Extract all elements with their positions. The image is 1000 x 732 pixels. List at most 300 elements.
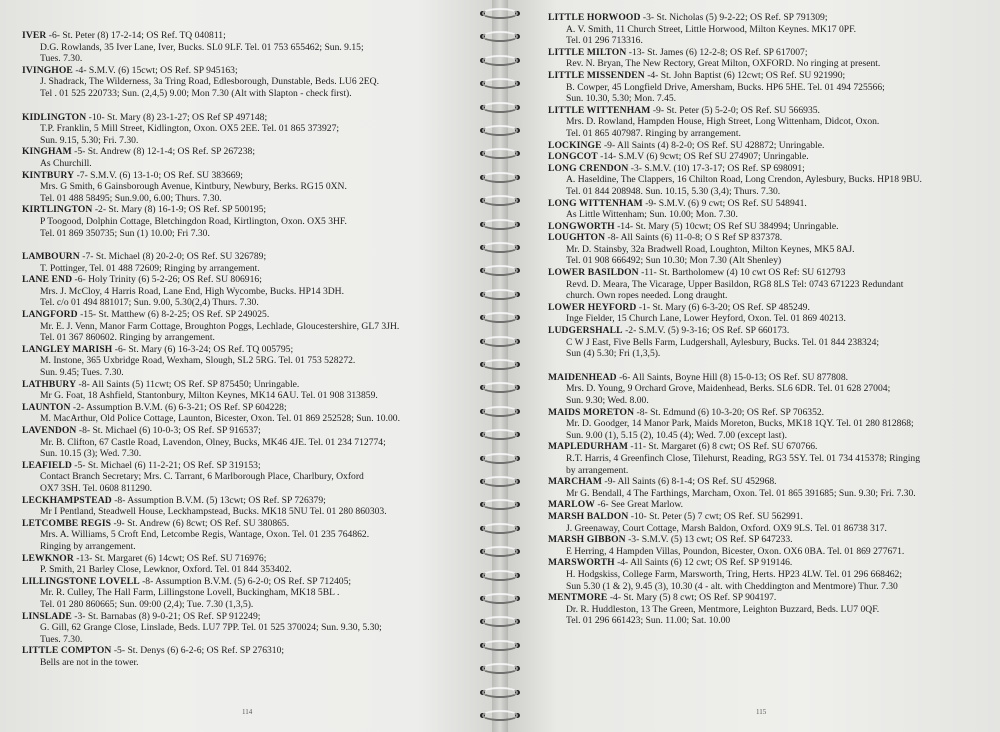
entry-heading: [548, 499, 992, 511]
tower-details: -2- Assumption B.V.M. (6) 6-3-21; OS Ref. SP 604228;: [72, 401, 287, 413]
tower-name: LOUGHTON: [548, 232, 606, 244]
spiral-coil-icon: [478, 263, 522, 279]
tower-details: -14- St. Mary (5) 10cwt; OS Ref SU 384994; Unringable.: [617, 220, 839, 232]
wire-ring-icon: [482, 172, 518, 183]
tower-entry: [22, 518, 484, 553]
wire-ring-icon: [482, 406, 518, 417]
left-page: [0, 0, 492, 732]
entry-detail-line: Mrs. D. Young, 9 Orchard Grove, Maidenhead, Berks. SL6 6DR. Tel. 01 628 27004;: [566, 383, 891, 395]
tower-details: -8- Assumption B.V.M. (5) 6-2-0; OS Ref. SP 712405;: [142, 575, 352, 587]
entry-detail-line: M. MacArthur, Old Police Cottage, Launton, Bicester, Oxon. Tel. 01 869 252528; Sun. 10.00.: [40, 413, 400, 425]
wire-ring-icon: [482, 265, 518, 276]
entry-detail-line: C W J East, Five Bells Farm, Ludgershall, Aylesbury, Bucks. Tel. 01 844 238324;: [566, 336, 880, 348]
entry-detail-line: Mrs. G Smith, 6 Gainsborough Avenue, Kintbury, Newbury, Berks. RG15 0XN.: [40, 181, 347, 193]
tower-details: -8- All Saints (5) 11cwt; OS Ref. SP 875450; Unringable.: [78, 378, 300, 390]
tower-entry: [548, 70, 992, 105]
wire-ring-icon: [482, 8, 518, 19]
entry-detail-line: Tel. 01 488 58495; Sun.9.00, 6.00; Thurs. 7.30.: [40, 192, 222, 204]
tower-details: -2- St. Mary (8) 16-1-9; OS Ref. SP 500195;: [94, 204, 267, 216]
spiral-coil-icon: [478, 334, 522, 350]
wire-ring-icon: [482, 499, 518, 510]
wire-ring-icon: [482, 219, 518, 230]
tower-name: MARSH GIBBON: [548, 534, 626, 546]
spiral-coil-icon: [478, 29, 522, 45]
tower-entry: [548, 151, 992, 163]
tower-entry: [22, 495, 484, 518]
tower-details: -11- St. Margaret (6) 8 cwt; OS Ref. SU 670766.: [630, 441, 818, 453]
entry-heading: [22, 576, 484, 588]
tower-details: -8- St. Edmund (6) 10-3-20; OS Ref. SP 706352.: [636, 406, 825, 418]
wire-ring-icon: [482, 242, 518, 253]
entry-heading: [22, 309, 484, 321]
tower-entry: [22, 553, 484, 576]
tower-details: -8- St. Michael (6) 10-0-3; OS Ref. SP 916537;: [78, 425, 261, 436]
entry-detail-line: Mr G. Foat, 18 Ashfield, Stantonbury, Milton Keynes, MK14 6AU. Tel. 01 908 313859.: [40, 390, 378, 402]
wire-ring-icon: [482, 523, 518, 534]
entry-detail-line: Sun. 10.15 (3); Wed. 7.30.: [40, 448, 142, 460]
entry-heading: [22, 274, 484, 286]
tower-name: MARSH BALDON: [548, 510, 629, 522]
tower-entry: [22, 402, 484, 425]
entry-detail-line: Tel. c/o 01 494 881017; Sun. 9.00, 5.30(2,4) Thurs. 7.30.: [40, 297, 259, 309]
tower-entry: [548, 198, 992, 221]
entry-detail-line: Tel. 01 367 860602. Ringing by arrangement.: [40, 332, 215, 344]
entry-detail-line: Sun. 10.30, 5.30; Mon. 7.45.: [566, 93, 677, 105]
tower-name: LANGLEY MARISH: [22, 343, 113, 355]
spiral-binding: [478, 0, 522, 732]
tower-details: -10- St. Peter (5) 7 cwt; OS Ref. SU 562991.: [630, 510, 803, 522]
spiral-coil-icon: [478, 6, 522, 22]
tower-details: -11- St. Bartholomew (4) 10 cwt OS Ref: SU 612793: [641, 267, 846, 279]
tower-name: LONG CRENDON: [548, 162, 629, 174]
tower-details: -8- Assumption B.V.M. (5) 13cwt; OS Ref. SP 726379;: [114, 494, 326, 506]
wire-ring-icon: [482, 195, 518, 206]
entry-detail-line: Sun. 9.30; Wed. 8.00.: [566, 395, 649, 406]
tower-entry: [548, 302, 992, 325]
tower-details: -14- S.M.V (6) 9cwt; OS Ref SU 274907; Unringable.: [600, 151, 809, 163]
spiral-coil-icon: [478, 146, 522, 162]
entry-detail-line: D.G. Rowlands, 35 Iver Lane, Iver, Bucks. SL0 9LF. Tel. 01 753 655462; Sun. 9.15;: [40, 41, 364, 53]
wire-ring-icon: [482, 687, 518, 698]
entry-detail-line: T.P. Franklin, 5 Mill Street, Kidlington, Oxon. OX5 2EE. Tel. 01 865 373927;: [40, 123, 340, 135]
tower-name: LONGCOT: [548, 151, 598, 163]
tower-entry: [548, 140, 992, 152]
tower-details: -9- All Saints (4) 8-2-0; OS Ref. SU 428872; Unringable.: [603, 139, 825, 151]
wire-ring-icon: [482, 336, 518, 347]
entry-heading: [22, 30, 484, 42]
right-page: [508, 0, 1000, 732]
tower-entry: [22, 274, 484, 309]
entry-detail-line: Mr. E. J. Venn, Manor Farm Cottage, Broughton Poggs, Lechlade, Gloucestershire, GL7 3JH.: [40, 320, 400, 332]
tower-details: -10- St. Mary (8) 23-1-27; OS Ref SP 497148;: [88, 111, 268, 123]
tower-entry: [22, 170, 484, 205]
tower-name: LITTLE MILTON: [548, 46, 627, 58]
entry-detail-line: Tues. 7.30.: [40, 633, 83, 645]
entry-detail-line: Tues. 7.30.: [40, 53, 83, 65]
tower-entry: [22, 30, 484, 65]
wire-ring-icon: [482, 476, 518, 487]
tower-details: -3- St. Barnabas (8) 9-0-21; OS Ref. SP 912249;: [74, 610, 261, 622]
entry-detail-line: Mr. D. Stainsby, 32a Bradwell Road, Loughton, Milton Keynes, MK5 8AJ.: [566, 243, 855, 255]
spiral-coil-icon: [478, 591, 522, 607]
spiral-coil-icon: [478, 310, 522, 326]
entry-detail-line: Sun 5.30 (1 & 2), 9.45 (3), 10.30 (4 - alt. with Cheddington and Mentmore) Thur. 7.30: [566, 580, 898, 592]
tower-name: LOWER BASILDON: [548, 267, 639, 279]
tower-details: -7- S.M.V. (6) 13-1-0; OS Ref. SU 383669;: [76, 169, 243, 181]
entry-detail-line: Sun. 9.15, 5.30; Fri. 7.30.: [40, 134, 139, 146]
spiral-coil-icon: [478, 380, 522, 396]
spiral-coil-icon: [478, 240, 522, 256]
entry-heading: [548, 198, 992, 210]
wire-ring-icon: [482, 312, 518, 323]
entry-heading: [548, 302, 992, 314]
wire-ring-icon: [482, 289, 518, 300]
spiral-coil-icon: [478, 100, 522, 116]
entry-heading: [548, 325, 992, 337]
entry-detail-line: church. Own ropes needed. Long draught.: [566, 290, 728, 302]
tower-name: LEAFIELD: [22, 459, 72, 471]
tower-entry: [548, 372, 992, 407]
tower-name: KIRTLINGTON: [22, 204, 93, 216]
entry-detail-line: Sun. 9.00 (1), 5.15 (2), 10.45 (4); Wed. 7.00 (except last).: [566, 429, 787, 441]
entry-heading: [22, 379, 484, 391]
tower-entry: [22, 344, 484, 379]
wire-ring-icon: [482, 640, 518, 651]
tower-entry: [548, 441, 992, 476]
entry-heading: [548, 47, 992, 59]
entry-heading: [22, 425, 484, 437]
spiral-coil-icon: [478, 76, 522, 92]
entry-detail-line: Inge Fielder, 15 Church Lane, Lower Heyford, Oxon. Tel. 01 869 40213.: [566, 313, 846, 325]
tower-entry: [22, 251, 484, 274]
entry-detail-line: Tel . 01 525 220733; Sun. (2,4,5) 9.00; Mon 7.30 (Alt with Slapton - check first).: [40, 87, 352, 99]
spiral-coil-icon: [478, 170, 522, 186]
tower-details: -3- St. Nicholas (5) 9-2-22; OS Ref. SP 791309;: [642, 12, 828, 23]
entry-detail-line: Mr. R. Culley, The Hall Farm, Lillingstone Lovell, Buckingham, MK18 5BL .: [40, 587, 340, 599]
spiral-coil-icon: [478, 123, 522, 139]
left-page-number: 114: [242, 708, 253, 716]
entry-heading: [548, 70, 992, 82]
tower-entry: [548, 47, 992, 70]
spiral-coil-icon: [478, 568, 522, 584]
wire-ring-icon: [482, 593, 518, 604]
entry-heading: [22, 204, 484, 216]
entry-detail-line: P. Smith, 21 Barley Close, Lewknor, Oxford. Tel. 01 844 353402.: [40, 564, 292, 576]
entry-spacer: [22, 239, 484, 251]
tower-details: -13- St. James (6) 12-2-8; OS Ref. SP 617007;: [628, 46, 808, 58]
entry-heading: [22, 460, 484, 472]
entry-detail-line: Ringing by arrangement.: [40, 540, 136, 552]
entry-heading: [22, 112, 484, 124]
tower-entry: [22, 576, 484, 611]
tower-name: IVER: [22, 30, 47, 41]
entry-detail-line: Tel. 01 844 208948. Sun. 10.15, 5.30 (3,4); Thurs. 7.30.: [566, 185, 781, 197]
entry-heading: [548, 511, 992, 523]
tower-entry: [548, 407, 992, 442]
entry-spacer: [548, 360, 992, 372]
tower-name: LETCOMBE REGIS: [22, 517, 112, 529]
entry-detail-line: Tel. 01 908 666492; Sun 10.30; Mon 7.30 (Alt Shenley): [566, 255, 782, 267]
entry-heading: [22, 518, 484, 530]
tower-entry: [548, 12, 992, 47]
tower-name: LATHBURY: [22, 378, 77, 390]
entry-detail-line: Mr G. Bendall, 4 The Farthings, Marcham, Oxon. Tel. 01 865 391685; Sun. 9.30; Fri. 7.30.: [566, 487, 916, 499]
spiral-coil-icon: [478, 287, 522, 303]
spiral-coil-icon: [478, 451, 522, 467]
tower-details: -9- St. Peter (5) 5-2-0; OS Ref. SU 566935.: [652, 104, 820, 116]
spiral-coil-icon: [478, 357, 522, 373]
entry-detail-line: A. V. Smith, 11 Church Street, Little Horwood, Milton Keynes. MK17 0PF.: [566, 23, 857, 35]
tower-name: LONG WITTENHAM: [548, 197, 643, 209]
wire-ring-icon: [482, 616, 518, 627]
entry-detail-line: Tel. 01 296 713316.: [566, 35, 643, 47]
spiral-coil-icon: [478, 474, 522, 490]
tower-details: -9- S.M.V. (6) 9 cwt; OS Ref. SU 548941.: [645, 197, 807, 209]
tower-name: LAVENDON: [22, 425, 77, 436]
tower-name: LOWER HEYFORD: [548, 301, 637, 313]
wire-ring-icon: [482, 710, 518, 721]
entry-detail-line: Tel. 01 280 860665; Sun. 09:00 (2,4); Tue. 7.30 (1,3,5).: [40, 598, 254, 610]
entry-heading: [22, 65, 484, 77]
tower-name: LITTLE WITTENHAM: [548, 104, 651, 116]
tower-entry: [548, 325, 992, 360]
entry-detail-line: Sun. 9.45; Tues. 7.30.: [40, 367, 124, 379]
tower-name: MARCHAM: [548, 476, 602, 488]
entry-heading: [548, 140, 992, 152]
tower-entry: [548, 592, 992, 627]
entry-heading: [22, 146, 484, 158]
entry-heading: [548, 163, 992, 175]
tower-details: -5- St. Denys (6) 6-2-6; OS Ref. SP 276310;: [113, 645, 285, 657]
entry-detail-line: Tel. 01 296 661423; Sun. 11.00; Sat. 10.00: [566, 615, 731, 627]
tower-name: KINTBURY: [22, 169, 75, 181]
entry-detail-line: R.T. Harris, 4 Greenfinch Close, Tilehurst, Reading, RG3 5SY. Tel. 01 734 415378; Ringing: [566, 452, 921, 464]
spiral-coil-icon: [478, 614, 522, 630]
tower-details: -9- St. Andrew (6) 8cwt; OS Ref. SU 380865.: [113, 517, 290, 529]
tower-entry: [22, 112, 484, 147]
entry-heading: [548, 592, 992, 604]
tower-name: MARLOW: [548, 499, 595, 511]
tower-name: LAUNTON: [22, 401, 71, 413]
entry-detail-line: M. Instone, 365 Uxbridge Road, Wexham, Slough, SL2 5RG. Tel. 01 753 528272.: [40, 355, 356, 367]
tower-details: -13- St. Margaret (6) 14cwt; OS Ref. SU 716976;: [76, 552, 267, 564]
entry-detail-line: H. Hodgskiss, College Farm, Marsworth, Tring, Herts. HP23 4LW. Tel. 01 296 668462;: [566, 568, 902, 580]
tower-name: MAIDENHEAD: [548, 371, 617, 383]
tower-entry: [548, 105, 992, 140]
entry-heading: [22, 645, 484, 657]
wire-ring-icon: [482, 148, 518, 159]
entry-heading: [22, 170, 484, 182]
spiral-coil-icon: [478, 521, 522, 537]
spiral-coil-icon: [478, 544, 522, 560]
entry-detail-line: Revd. D. Meara, The Vicarage, Upper Basildon, RG8 8LS Tel: 0743 671223 Redundant: [566, 278, 904, 290]
tower-details: -3- S.M.V. (10) 17-3-17; OS Ref. SP 698091;: [630, 162, 805, 174]
tower-details: -4- St. John Baptist (6) 12cwt; OS Ref. SU 921990;: [647, 69, 846, 81]
spiral-coil-icon: [478, 661, 522, 677]
tower-name: LAMBOURN: [22, 251, 80, 263]
tower-details: -6- See Great Marlow.: [597, 499, 684, 511]
tower-entry: [548, 499, 992, 511]
entry-heading: [548, 232, 992, 244]
tower-details: -8- All Saints (6) 11-0-8; O S Ref SP 837378.: [607, 232, 783, 244]
entry-heading: [548, 372, 992, 384]
entry-heading: [22, 251, 484, 263]
right-page-number: 115: [756, 708, 767, 716]
entry-detail-line: Tel. 01 865 407987. Ringing by arrangement.: [566, 127, 741, 139]
spiral-coil-icon: [478, 638, 522, 654]
entry-heading: [22, 553, 484, 565]
tower-name: LUDGERSHALL: [548, 325, 623, 337]
entry-detail-line: Bells are not in the tower.: [40, 656, 139, 668]
entry-detail-line: OX7 3SH. Tel. 0608 811290.: [40, 482, 153, 494]
entry-detail-line: Mrs. J. McCloy, 4 Harris Road, Lane End, High Wycombe, Bucks. HP14 3DH.: [40, 285, 344, 297]
tower-entry: [548, 534, 992, 557]
tower-entry: [22, 204, 484, 239]
wire-ring-icon: [482, 125, 518, 136]
entry-heading: [22, 344, 484, 356]
entry-heading: [548, 441, 992, 453]
entry-heading: [548, 407, 992, 419]
spiral-coil-icon: [478, 53, 522, 69]
wire-ring-icon: [482, 663, 518, 674]
spiral-coil-icon: [478, 497, 522, 513]
wire-ring-icon: [482, 382, 518, 393]
tower-details: -6- Holy Trinity (6) 5-2-26; OS Ref. SU 806916;: [74, 274, 262, 286]
tower-name: MAIDS MORETON: [548, 406, 635, 418]
entry-detail-line: J. Shadrack, The Wilderness, 3a Tring Road, Edlesborough, Dunstable, Beds. LU6 2EQ.: [40, 76, 379, 88]
entry-detail-line: Mrs. A. Williams, 5 Croft End, Letcombe Regis, Wantage, Oxon. Tel. 01 235 764862.: [40, 529, 370, 541]
tower-entry: [22, 425, 484, 460]
tower-entry: [548, 511, 992, 534]
entry-detail-line: As Little Wittenham; Sun. 10.00; Mon. 7.30.: [566, 209, 738, 221]
wire-ring-icon: [482, 102, 518, 113]
entry-detail-line: Rev. N. Bryan, The New Rectory, Great Milton, OXFORD. No ringing at present.: [566, 58, 881, 70]
entry-spacer: [22, 100, 484, 112]
tower-details: -4- All Saints (6) 12 cwt; OS Ref. SP 919146.: [617, 557, 793, 569]
spiral-coil-icon: [478, 427, 522, 443]
tower-details: -7- St. Michael (8) 20-2-0; OS Ref. SU 326789;: [82, 251, 267, 263]
tower-name: LANE END: [22, 274, 73, 286]
entry-heading: [548, 557, 992, 569]
wire-ring-icon: [482, 453, 518, 464]
tower-entry: [22, 309, 484, 344]
spiral-coil-icon: [478, 708, 522, 724]
wire-ring-icon: [482, 570, 518, 581]
tower-name: LINSLADE: [22, 610, 72, 622]
tower-entry: [548, 557, 992, 592]
tower-name: KIDLINGTON: [22, 111, 87, 123]
tower-entry: [548, 476, 992, 499]
wire-ring-icon: [482, 429, 518, 440]
spiral-coil-icon: [478, 404, 522, 420]
entry-detail-line: Sun (4) 5.30; Fri (1,3,5).: [566, 348, 661, 360]
entry-detail-line: G. Gill, 62 Grange Close, Linslade, Beds. LU7 7PP. Tel. 01 525 370024; Sun. 9.30, 5.30;: [40, 622, 382, 634]
tower-name: LECKHAMPSTEAD: [22, 494, 112, 506]
tower-name: KINGHAM: [22, 146, 72, 158]
entry-heading: [548, 105, 992, 117]
tower-name: LEWKNOR: [22, 552, 74, 564]
wire-ring-icon: [482, 78, 518, 89]
wire-ring-icon: [482, 546, 518, 557]
spiral-coil-icon: [478, 217, 522, 233]
tower-details: -1- St. Mary (6) 6-3-20; OS Ref. SP 485249.: [638, 301, 810, 313]
tower-details: -5- St. Michael (6) 11-2-21; OS Ref. SP 319153;: [74, 459, 261, 471]
wire-ring-icon: [482, 31, 518, 42]
tower-name: IVINGHOE: [22, 64, 73, 76]
entry-heading: [548, 151, 992, 163]
tower-details: -6- All Saints, Boyne Hill (8) 15-0-13; OS Ref. SU 877808.: [619, 371, 849, 383]
tower-name: MAPLEDURHAM: [548, 441, 628, 453]
tower-details: -2- S.M.V. (5) 9-3-16; OS Ref. SP 660173.: [625, 325, 790, 337]
entry-heading: [22, 402, 484, 414]
tower-entry: [548, 232, 992, 267]
entry-detail-line: by arrangement.: [566, 464, 629, 476]
entry-detail-line: J. Greenaway, Court Cottage, Marsh Baldon, Oxford. OX9 9LS. Tel. 01 86738 317.: [566, 522, 887, 534]
wire-ring-icon: [482, 55, 518, 66]
entry-heading: [548, 12, 992, 24]
entry-heading: [548, 221, 992, 233]
tower-entry: [548, 163, 992, 198]
entry-heading: [22, 495, 484, 507]
entry-detail-line: Tel. 01 869 350735; Sun (1) 10.00; Fri 7.30.: [40, 227, 210, 239]
entry-heading: [548, 476, 992, 488]
spiral-coil-icon: [478, 193, 522, 209]
entry-detail-line: Dr. R. Huddleston, 13 The Green, Mentmore, Leighton Buzzard, Beds. LU7 0QF.: [566, 603, 880, 615]
entry-detail-line: E Herring, 4 Hampden Villas, Poundon, Bicester, Oxon. OX6 0BA. Tel. 01 869 277671.: [566, 545, 905, 557]
entry-heading: [22, 611, 484, 623]
tower-details: -6- St. Peter (8) 17-2-14; OS Ref. TQ 040811;: [48, 30, 226, 41]
entry-detail-line: A. Haseldine, The Clappers, 16 Chilton Road, Long Crendon, Aylesbury, Bucks. HP18 9BU.: [566, 174, 922, 186]
wire-ring-icon: [482, 359, 518, 370]
tower-entry: [22, 146, 484, 169]
tower-details: -15- St. Matthew (6) 8-2-25; OS Ref. SP 249025.: [80, 309, 270, 321]
tower-details: -5- St. Andrew (8) 12-1-4; OS Ref. SP 267238;: [74, 146, 255, 158]
entry-detail-line: B. Cowper, 45 Longfield Drive, Amersham, Bucks. HP6 5HE. Tel. 01 494 725566;: [566, 81, 885, 93]
entry-detail-line: Contact Branch Secretary; Mrs. C. Tarrant, 6 Marlborough Place, Charlbury, Oxford: [40, 471, 364, 483]
tower-entry: [22, 65, 484, 100]
tower-name: LOCKINGE: [548, 139, 602, 151]
entry-heading: [548, 534, 992, 546]
tower-name: LANGFORD: [22, 309, 78, 321]
tower-details: -4- S.M.V. (6) 15cwt; OS Ref. SP 945163;: [75, 64, 238, 76]
tower-details: -9- All Saints (6) 8-1-4; OS Ref. SU 452968.: [604, 476, 777, 488]
tower-name: LITTLE MISSENDEN: [548, 69, 645, 81]
entry-detail-line: P Toogood, Dolphin Cottage, Bletchingdon Road, Kirtlington, Oxon. OX5 3HF.: [40, 215, 347, 227]
tower-name: MENTMORE: [548, 592, 608, 604]
entry-detail-line: Mr. B. Clifton, 67 Castle Road, Lavendon, Olney, Bucks, MK46 4JE. Tel. 01 234 712774;: [40, 436, 386, 448]
tower-name: MARSWORTH: [548, 557, 615, 569]
entry-detail-line: As Churchill.: [40, 157, 92, 169]
entry-detail-line: Mr. D. Goodger, 14 Manor Park, Maids Moreton, Bucks, MK18 1QY. Tel. 01 280 812868;: [566, 418, 914, 430]
tower-name: LITTLE HORWOOD: [548, 12, 641, 23]
tower-name: LILLINGSTONE LOVELL: [22, 575, 140, 587]
entry-detail-line: Mrs. D. Rowland, Hampden House, High Street, Long Wittenham, Didcot, Oxon.: [566, 116, 880, 128]
tower-entry: [22, 460, 484, 495]
tower-details: -6- St. Mary (6) 16-3-24; OS Ref. TQ 005795;: [114, 343, 294, 355]
tower-entry: [22, 645, 484, 668]
entry-detail-line: Mr I Pentland, Steadwell House, Leckhampstead, Bucks. MK18 5NU Tel. 01 280 860303.: [40, 506, 387, 518]
tower-entry: [22, 379, 484, 402]
tower-entry: [548, 267, 992, 302]
entry-detail-line: T. Pottinger, Tel. 01 488 72609; Ringing by arrangement.: [40, 262, 260, 274]
tower-name: LONGWORTH: [548, 220, 615, 232]
tower-details: -4- St. Mary (5) 8 cwt; OS Ref. SP 904197.: [609, 592, 777, 604]
tower-entry: [548, 221, 992, 233]
tower-details: -3- S.M.V. (5) 13 cwt; OS Ref. SP 647233.: [628, 534, 793, 546]
tower-name: LITTLE COMPTON: [22, 645, 112, 657]
tower-entry: [22, 611, 484, 646]
spiral-coil-icon: [478, 685, 522, 701]
